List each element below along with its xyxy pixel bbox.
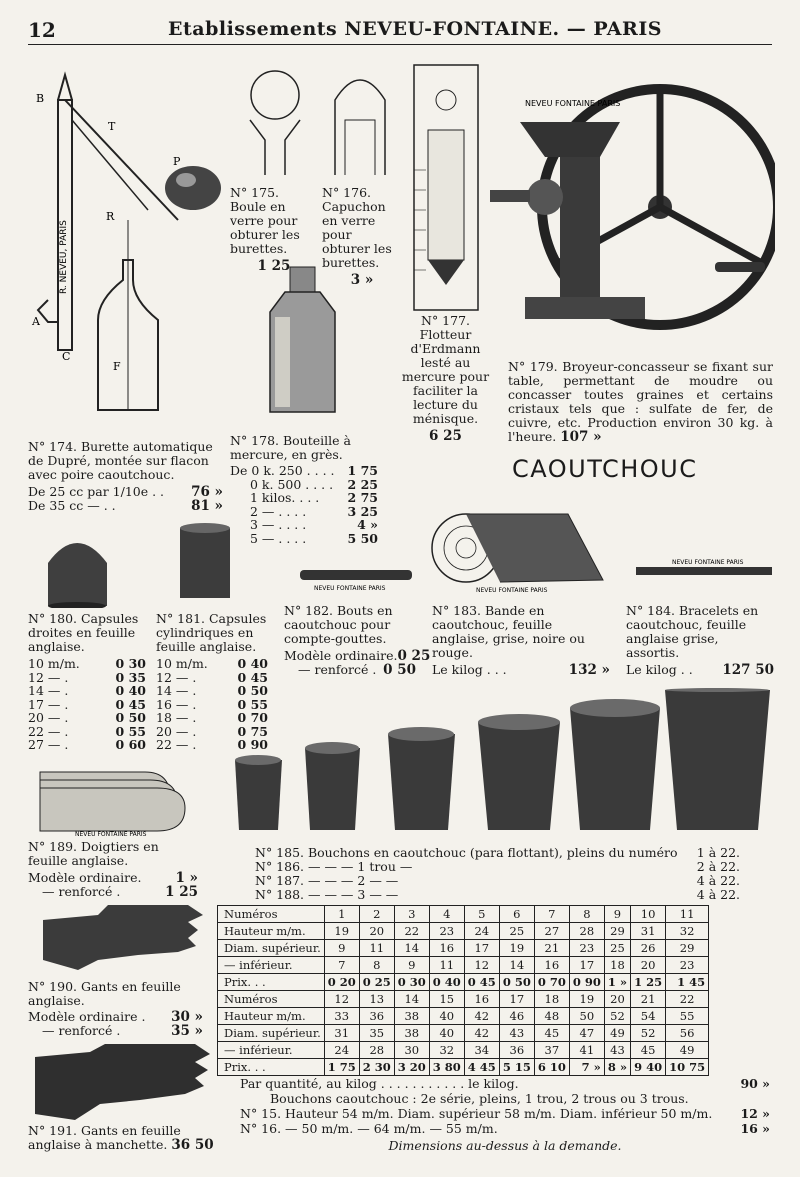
item-184: N° 184. Bracelets en caoutchouc, feuille anglaise grise, assortis. Le kilog . . 127 50 [626, 603, 774, 678]
bande-illustration [428, 500, 608, 595]
item-182: N° 182. Bouts en caoutchouc pour compte-gouttes. Modèle ordinaire. 0 25 — renforcé . 0 50 [284, 603, 431, 678]
table-row-diam-sup-2: Diam. supérieur. 31 35 38 40 42 43 45 47 49 52 56 [218, 1025, 709, 1042]
capuchon-illustration [325, 65, 395, 180]
page-title: Etablissements NEVEU-FONTAINE. — PARIS [168, 18, 662, 40]
item-177: N° 177. Flotteur d'Erdmann lesté au mercure pour faciliter la lecture du ménisque. 6 25 [401, 313, 490, 444]
item-191: N° 191. Gants en feuille anglaise à manchette. 36 50 [28, 1123, 214, 1153]
section-title-caoutchouc: CAOUTCHOUC [512, 455, 698, 483]
svg-text:A: A [32, 315, 40, 328]
svg-text:NEVEU FONTAINE PARIS: NEVEU FONTAINE PARIS [314, 585, 386, 592]
footer-notes: Par quantité, au kilog . . . . . . . . . . . le kilog. 90 » Bouchons caoutchouc : 2e série, pleins, 1 trou, 2 trous ou 3 trous. N° 15. Hauteur 54 m/m. Diam. supérieur 58 m/m. Diam. inférieur 50 m/m. 12 » N° 16. — 50 m/m. — 64 m/m. — 55 m/m. 16 » Dimensions au-dessus à la demande. [240, 1076, 770, 1153]
item-190: N° 190. Gants en feuille anglaise. Modèle ordinaire . 30 » — renforcé . 35 » [28, 979, 203, 1039]
page-header [28, 18, 772, 45]
item-178: N° 178. Bouteille à mercure, en grès. De 0 k. 250 . . . . 1 75 0 k. 500 . . . . 2 25 1 kilos. . . . 2 75 2 — . . . . 3 25 3 — . . . . 4 » 5 — . . . . 5 50 [230, 433, 378, 546]
page-number: 12 [28, 18, 56, 42]
item-183: N° 183. Bande en caoutchouc, feuille anglaise, grise, noire ou rouge. Le kilog . . . 132 » [432, 603, 610, 678]
table-row-diam-sup-1: Diam. supérieur. 9 11 14 16 17 19 21 23 25 26 29 [218, 940, 709, 957]
item-175: N° 175. Boule en verre pour obturer les burettes. 1 25 [230, 185, 300, 274]
svg-text:NEVEU FONTAINE PARIS: NEVEU FONTAINE PARIS [75, 831, 147, 837]
bouts-illustration [296, 566, 416, 594]
capsule-droite-illustration [40, 528, 115, 608]
item-176: N° 176. Capuchon en verre pour obturer les burettes. 3 » [322, 185, 392, 288]
table-row-prix-1: Prix. . . 0 20 0 25 0 30 0 40 0 45 0 50 0 70 0 90 1 » 1 25 1 45 [218, 974, 709, 991]
table-row-diam-inf-1: — inférieur. 7 8 9 11 12 14 16 17 18 20 23 [218, 957, 709, 974]
burette-brand-text: R. NEVEU, PARIS [59, 220, 69, 294]
svg-text:C: C [62, 350, 71, 363]
item-181: N° 181. Capsules cylindriques en feuille anglaise. 10 m/m. 0 40 12 — . 0 45 14 — . 0 50 16 — . 0 55 18 — . 0 70 20 — . 0 75 22 — . 0 90 [156, 611, 268, 752]
burette-illustration [28, 60, 228, 430]
gant-illustration [38, 900, 208, 975]
item-174: N° 174. Burette automatique de Dupré, montée sur flacon avec poire caoutchouc. De 25 cc par 1/10e . . 76 » De 35 cc — . . 81 » [28, 439, 223, 514]
table-row-prix-2: Prix. . . 1 75 2 30 3 20 3 80 4 45 5 15 6 10 7 » 8 » 9 40 10 75 [218, 1059, 709, 1076]
svg-text:F: F [113, 360, 121, 373]
capsule-cylindrique-illustration [175, 522, 235, 600]
svg-text:NEVEU FONTAINE PARIS: NEVEU FONTAINE PARIS [476, 587, 548, 594]
svg-text:T: T [108, 120, 116, 133]
bracelets-illustration [632, 555, 777, 585]
bouchons-table [217, 905, 709, 1076]
item-189: N° 189. Doigtiers en feuille anglaise. Modèle ordinaire. 1 » — renforcé . 1 25 [28, 839, 198, 900]
doigtiers-illustration [35, 752, 195, 837]
svg-text:R: R [106, 210, 115, 223]
boule-illustration [240, 65, 310, 180]
gant-manchette-illustration [30, 1042, 215, 1124]
item-185-188: N° 185. Bouchons en caoutchouc (para flottant), pleins du numéro 1 à 22. N° 186. — — — 1 trou — 2 à 22. N° 187. — — — 2 — — 4 à 22. N° 188. — — — 3 — — 4 à 22. [255, 845, 740, 902]
item-174-title: N° 174. Burette automatique de Dupré, montée sur flacon avec poire caoutchouc. [28, 439, 213, 482]
table-row-diam-inf-2: — inférieur. 24 28 30 32 34 36 37 41 43 45 49 [218, 1042, 709, 1059]
svg-text:P: P [173, 155, 181, 168]
flotteur-illustration [400, 60, 492, 315]
broyeur-illustration [490, 62, 775, 352]
table-row-numeros-2: Numéros 12 13 14 15 16 17 18 19 20 21 22 [218, 991, 709, 1008]
table-row-hauteur-2: Hauteur m/m. 33 36 38 40 42 46 48 50 52 54 55 [218, 1008, 709, 1025]
bouteille-illustration [255, 262, 350, 422]
broyeur-brand-mark: NEVEU FONTAINE PARIS [525, 99, 621, 108]
bouchons-illustration [230, 688, 775, 838]
svg-text:NEVEU FONTAINE PARIS: NEVEU FONTAINE PARIS [672, 559, 744, 566]
item-180: N° 180. Capsules droites en feuille anglaise. 10 m/m. 0 30 12 — . 0 35 14 — . 0 40 17 — . 0 45 20 — . 0 50 22 — . 0 55 27 — . 0 60 [28, 611, 146, 752]
svg-text:B: B [36, 92, 45, 105]
table-row-numeros-1: Numéros 1 2 3 4 5 6 7 8 9 10 11 [218, 906, 709, 923]
table-row-hauteur-1: Hauteur m/m. 19 20 22 23 24 25 27 28 29 31 32 [218, 923, 709, 940]
item-179: N° 179. Broyeur-concasseur se fixant sur table, permettant de moudre ou concasser toutes graines et certains cristaux tels que : sulfate de fer, de cuivre, etc. Production environ 30 kg. à l'heure. 107 » [508, 359, 773, 445]
